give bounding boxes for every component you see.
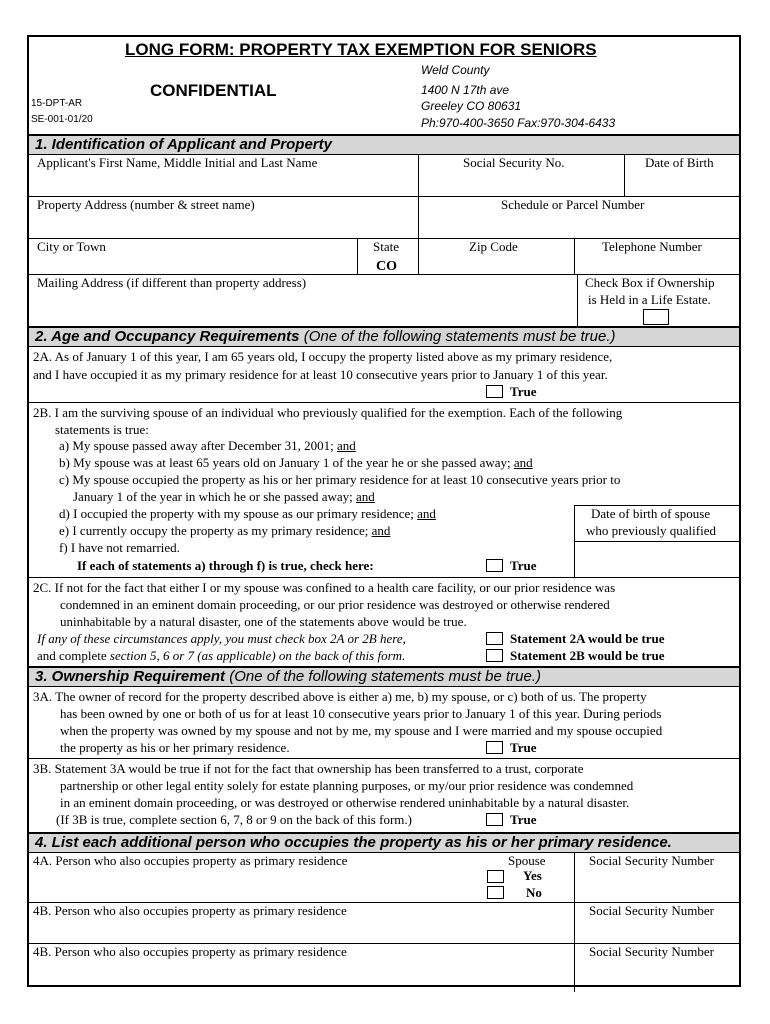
s3b-line-2: partnership or other legal entity solely for estate planning purposes, or my/our prior residence was condemned [60,778,634,793]
s2b-item-c-2: January 1 of the year in which he or she passed away; [73,489,357,504]
confidential-label: CONFIDENTIAL [150,81,277,100]
applicant-name-field[interactable] [37,171,415,195]
s3a-line-2: has been owned by one or both of us for at least 10 consecutive years prior to January 1 of this year. During periods [60,706,662,721]
row-4c-ssn-label: Social Security Number [589,944,714,959]
spouse-yes-checkbox[interactable] [487,870,504,883]
ssn-field[interactable] [421,171,621,195]
s2c-line-1: 2C. If not for the fact that either I or my spouse was confined to a health care facility, or our prior residence was [33,580,616,595]
s2b-line-1: 2B. I am the surviving spouse of an individual who previously qualified for the exemption. Each of the following [33,405,623,420]
stmt-2b-label: Statement 2B would be true [510,648,665,663]
state-value: CO [376,259,397,274]
s2b-check-instruction: If each of statements a) through f) is true, check here: [77,558,374,573]
row-4c-ssn-field[interactable] [581,962,735,982]
section1-heading-bar [29,136,739,154]
s2c-line-2: condemned in an eminent domain proceeding, or our prior residence was destroyed or otherwise rendered [60,597,610,612]
zip-field[interactable] [421,255,571,273]
spouse-no-checkbox[interactable] [487,886,504,899]
dob-field[interactable] [627,171,735,195]
s3a-line-1: 3A. The owner of record for the property described above is either a) me, b) my spouse, or c) both of us. The property [33,689,647,704]
county-address-2: Greeley CO 80631 [421,99,522,113]
spouse-dob-label-1: Date of birth of spouse [591,506,711,521]
row-4b-label: 4B. Person who also occupies property as primary residence [33,903,347,918]
section2-heading: 2. Age and Occupancy Requirements [35,328,300,345]
s2b-item-a: a) My spouse passed away after December 31, 2001; [59,438,337,453]
form-version: SE-001-01/20 [31,114,93,125]
stmt-2b-checkbox[interactable] [486,649,503,662]
s2a-true-label: True [510,384,537,399]
spouse-dob-field[interactable] [579,544,734,574]
county-name: Weld County [421,63,490,77]
s2a-line-1: 2A. As of January 1 of this year, I am 65 years old, I occupy the property listed above as my primary residence, [33,349,613,364]
row-4a-ssn-label: Social Security Number [589,853,714,868]
s2b-item-c-and: and [356,489,375,504]
s2b-item-c-1: c) My spouse occupied the property as his or her primary residence for at least 10 consecutive years prior to [59,472,621,487]
s2b-item-b-and: and [513,455,533,470]
county-phone-fax: Ph:970-400-3650 Fax:970-304-6433 [421,116,616,130]
section3-heading-bar [29,668,739,686]
form-code: 15-DPT-AR [31,98,83,109]
s2b-item-e-and: and [371,523,391,538]
city-label: City or Town [37,239,106,254]
row-4c-name-field[interactable] [33,962,568,982]
s2c-line-3: uninhabitable by a natural disaster, one of the statements above would be true. [60,614,467,629]
section2-heading-bar [29,328,739,346]
row-4a-name-field[interactable] [33,871,473,899]
s3a-line-3: when the property was owned by my spouse and not by me, my spouse and I were married and my spouse occupied [60,723,663,738]
spouse-dob-label-2: who previously qualified [586,523,716,538]
s2b-item-d: d) I occupied the property with my spouse as our primary residence; [59,506,418,521]
section3-heading: 3. Ownership Requirement [35,668,226,685]
spouse-no-label: No [526,885,542,900]
row-4a-label: 4A. Person who also occupies property as primary residence [33,853,348,868]
row-4b-ssn-field[interactable] [581,921,735,941]
ssn-label: Social Security No. [463,155,565,170]
s2a-line-2: and I have occupied it as my primary residence for at least 10 consecutive years prior to January 1 of this year. [33,367,608,382]
s2b-item-a-and: and [336,438,356,453]
s2b-line-2: statements is true: [55,422,149,437]
s3b-line-4: (If 3B is true, complete section 6, 7, 8 or 9 on the back of this form.) [56,812,412,827]
s3a-true-checkbox[interactable] [486,741,503,754]
s2b-item-f: f) I have not remarried. [59,540,180,555]
s2b-item-e: e) I currently occupy the property as my primary residence; [59,523,372,538]
s2c-note-2a: and complete [37,648,110,663]
stmt-2a-checkbox[interactable] [486,632,503,645]
parcel-label: Schedule or Parcel Number [501,197,645,212]
section1-heading: 1. Identification of Applicant and Property [35,136,332,153]
s2b-true-label: True [510,558,537,573]
city-field[interactable] [37,255,352,273]
section3-heading-note: (One of the following statements must be true.) [225,668,542,685]
s3b-line-3: in an eminent domain proceeding, or was destroyed or otherwise rendered uninhabitable by a natural disaster. [60,795,630,810]
stmt-2a-label: Statement 2A would be true [510,631,665,646]
form-title: LONG FORM: PROPERTY TAX EXEMPTION FOR SENIORS [125,40,597,59]
s2b-item-b: b) My spouse was at least 65 years old on January 1 of the year he or she passed away; [59,455,514,470]
s3b-true-checkbox[interactable] [486,813,503,826]
spouse-label: Spouse [508,853,546,868]
mailing-address-field[interactable] [37,293,572,323]
life-estate-label-1: Check Box if Ownership [585,275,715,290]
property-address-field[interactable] [37,213,415,237]
applicant-name-label: Applicant's First Name, Middle Initial and Last Name [37,155,318,170]
s2c-note-2b: section 5, 6 or 7 (as applicable) on the back of this form. [109,648,406,663]
life-estate-checkbox[interactable] [643,309,669,325]
life-estate-label-2: is Held in a Life Estate. [588,292,711,307]
section2-heading-note: (One of the following statements must be true.) [299,328,616,345]
mailing-address-label: Mailing Address (if different than property address) [37,275,307,290]
spouse-yes-label: Yes [523,868,542,883]
s2b-item-d-and: and [417,506,436,521]
form-page [27,35,741,987]
s3a-true-label: True [510,740,537,755]
state-label: State [373,239,399,254]
s2b-true-checkbox[interactable] [486,559,503,572]
county-address-1: 1400 N 17th ave [421,83,510,97]
s3b-true-label: True [510,812,537,827]
section4-heading-bar [29,834,739,852]
property-address-label: Property Address (number & street name) [37,197,255,212]
s3a-line-4: the property as his or her primary residence. [60,740,290,755]
row-4c-label: 4B. Person who also occupies property as primary residence [33,944,347,959]
s3b-line-1: 3B. Statement 3A would be true if not for the fact that ownership has been transferred to a trust, corporate [33,761,584,776]
zip-label: Zip Code [469,239,518,254]
dob-label: Date of Birth [645,155,714,170]
row-4b-name-field[interactable] [33,921,568,941]
s2a-true-checkbox[interactable] [486,385,503,398]
row-4b-ssn-label: Social Security Number [589,903,714,918]
phone-field[interactable] [577,255,735,273]
s2c-note-1: If any of these circumstances apply, you must check box 2A or 2B here, [37,631,406,646]
parcel-field[interactable] [421,213,735,237]
phone-label: Telephone Number [602,239,702,254]
section4-heading: 4. List each additional person who occupies the property as his or her primary residence. [35,834,672,851]
row-4a-ssn-field[interactable] [581,871,735,899]
